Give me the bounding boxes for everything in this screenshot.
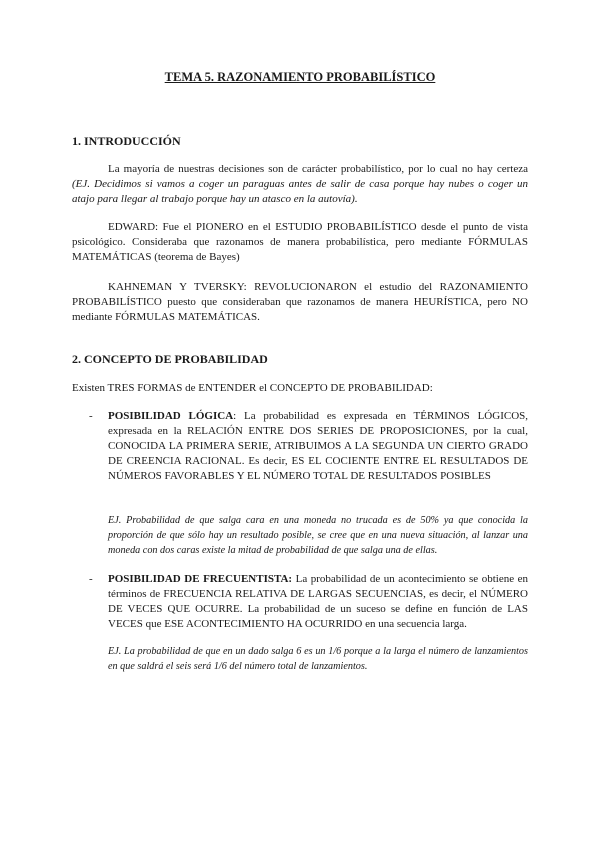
bullet-logical-probability (108, 409, 528, 484)
bullet-text: : La probabilidad es expresada en TÉRMINOS LÓGICOS, expresada en la RELACIÓN ENTRE DOS SERIES DE PROPOSICIONES, por la cual, CONOCIDA LA PRIMERA SERIE, ATRIBUIMOS A LA SEGUNDA UN CIERTO GRADO DE CREENCIA RACIONAL. Es decir, ES EL COCIENTE ENTRE EL RESULTADOS DE NÚMEROS FAVORABLES Y EL NÚMERO TOTAL DE RESULTADOS POSIBLES (108, 410, 529, 482)
section-2-heading: 2. CONCEPTO DE PROBABILIDAD (72, 352, 268, 366)
bullet-example: EJ. Probabilidad de que salga cara en una moneda no trucada es de 50% ya que conocida la proporción de que sólo hay un resultado posible, se cree que en una nueva situación, al lanzar una moneda con dos caras existe la mitad de probabilidad de que salga una de ellas. (108, 515, 528, 556)
bullet-term: POSIBILIDAD DE FRECUENTISTA: (108, 573, 293, 585)
bullet-dash: - (89, 573, 93, 585)
page-title: TEMA 5. RAZONAMIENTO PROBABILÍSTICO (164, 70, 436, 84)
bullet-text: La probabilidad de un acontecimiento se obtiene en términos de FRECUENCIA RELATIVA DE LARGAS SECUENCIAS, es decir, el NÚMERO DE VECES QUE OCURRE. La probabilidad de un suceso se define en función de LAS VECES que ESE ACONTECIMIENTO HA OCURRIDO en una secuencia larga. (108, 573, 528, 630)
section-2-intro: Existen TRES FORMAS de ENTENDER el CONCEPTO DE PROBABILIDAD: (72, 382, 433, 394)
bullet-term: POSIBILIDAD LÓGICA (108, 410, 234, 422)
intro-paragraph (72, 162, 528, 207)
intro-paragraph-example: (EJ. Decidimos si vamos a coger un paraguas antes de salir de casa porque hay nubes o coger un atajo para llegar al trabajo porque hay un atasco en la autovía). (72, 178, 528, 205)
edward-paragraph: EDWARD: Fue el PIONERO en el ESTUDIO PROBABILÍSTICO desde el punto de vista psicológico. Consideraba que razonamos de manera probabilística, pero mediante FÓRMULAS MATEMÁTICAS (teorema de Bayes) (72, 221, 528, 263)
bullet-frequentist-probability (108, 572, 528, 632)
section-1-heading: 1. INTRODUCCIÓN (72, 134, 181, 148)
kahneman-tversky-paragraph: KAHNEMAN Y TVERSKY: REVOLUCIONARON el estudio del RAZONAMIENTO PROBABILÍSTICO puesto que consideraban que razonamos de manera HEURÍSTICA, pero NO mediante FÓRMULAS MATEMÁTICAS. (72, 281, 528, 323)
bullet-dash: - (89, 410, 93, 422)
intro-paragraph-text: La mayoría de nuestras decisiones son de carácter probabilístico, por lo cual no hay certeza (108, 163, 528, 175)
bullet-example: EJ. La probabilidad de que en un dado salga 6 es un 1/6 porque a la larga el número de lanzamientos en que saldrá el seis será 1/6 del número total de lanzamientos. (108, 646, 528, 672)
